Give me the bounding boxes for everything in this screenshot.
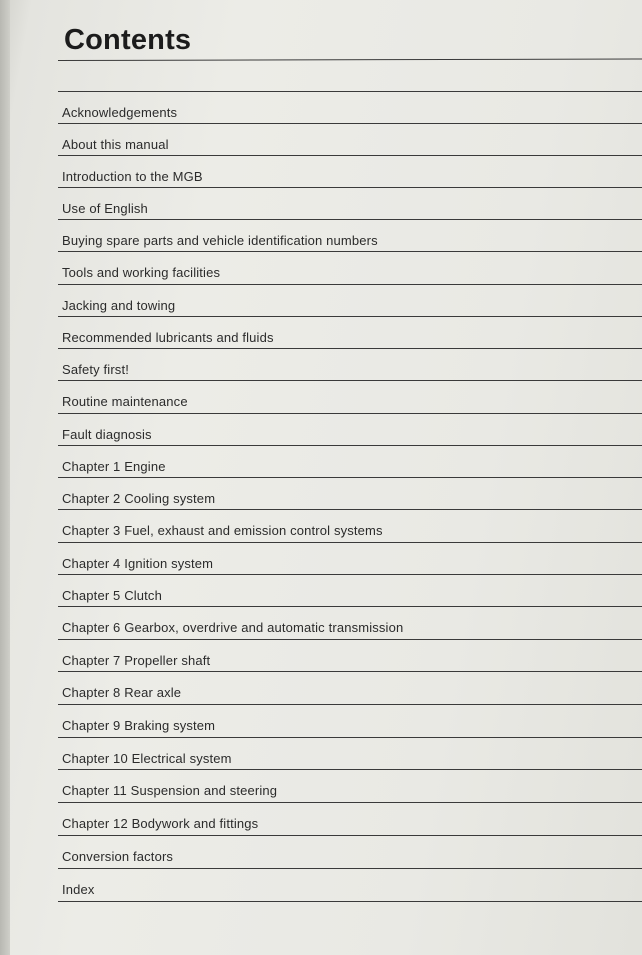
toc-item-label: Tools and working facilities [62, 265, 221, 280]
toc-item-label: Chapter 7 Propeller shaft [62, 653, 211, 668]
toc-item-label: Use of English [62, 201, 148, 216]
toc-item-use-of-english [58, 187, 642, 219]
toc-item-introduction [58, 155, 642, 187]
toc-item-label: Chapter 4 Ignition system [62, 556, 214, 571]
toc-item-chapter-9 [58, 704, 642, 736]
toc-item-chapter-1 [58, 445, 642, 477]
toc-item-label: Conversion factors [62, 849, 174, 864]
toc-item-tools [58, 251, 642, 283]
toc-item-label: Safety first! [62, 362, 129, 377]
toc-item-chapter-11 [58, 769, 642, 801]
toc-item-chapter-5 [58, 574, 642, 606]
toc-item-label: Fault diagnosis [62, 427, 152, 442]
toc-item-routine-maintenance [58, 380, 642, 412]
toc-item-chapter-10 [58, 737, 642, 769]
toc-item-label: Buying spare parts and vehicle identification numbers [62, 233, 378, 248]
toc-item-chapter-4 [58, 542, 642, 574]
toc-item-label: Introduction to the MGB [62, 169, 203, 184]
toc-item-label: Acknowledgements [62, 105, 178, 120]
toc-item-label: Chapter 9 Braking system [62, 718, 216, 733]
toc-item-label: Chapter 5 Clutch [62, 588, 162, 603]
toc-item-index [58, 868, 642, 900]
toc-item-lubricants [58, 316, 642, 348]
toc-item-acknowledgements [58, 91, 642, 123]
page-title: Contents [64, 24, 192, 56]
toc-item-label: Chapter 11 Suspension and steering [62, 783, 278, 798]
toc-item-about-this-manual [58, 123, 642, 155]
toc-item-chapter-3 [58, 509, 642, 541]
toc-item-label: Chapter 10 Electrical system [62, 751, 232, 766]
toc-item-chapter-8 [58, 671, 642, 703]
toc-item-fault-diagnosis [58, 413, 642, 445]
toc-item-safety-first [58, 348, 642, 380]
final-rule [58, 901, 642, 902]
toc-item-label: Chapter 8 Rear axle [62, 685, 182, 700]
toc-item-label: Jacking and towing [62, 298, 176, 313]
toc-item-label: Chapter 1 Engine [62, 459, 166, 474]
toc-item-buying-spare-parts [58, 219, 642, 251]
toc-item-chapter-7 [58, 639, 642, 671]
toc-item-label: Chapter 12 Bodywork and fittings [62, 816, 259, 831]
toc-item-label: Recommended lubricants and fluids [62, 330, 274, 345]
toc-item-jacking-towing [58, 284, 642, 316]
toc-item-chapter-12 [58, 802, 642, 834]
toc-item-label: Chapter 2 Cooling system [62, 491, 216, 506]
toc-item-label: About this manual [62, 137, 169, 152]
toc-item-label: Chapter 6 Gearbox, overdrive and automatic transmission [62, 620, 404, 635]
toc-item-label: Routine maintenance [62, 394, 188, 409]
toc-item-chapter-2 [58, 477, 642, 509]
toc-item-label: Index [62, 882, 95, 897]
toc-item-label: Chapter 3 Fuel, exhaust and emission control systems [62, 523, 383, 538]
toc-item-conversion-factors [58, 835, 642, 867]
toc-item-chapter-6 [58, 606, 642, 638]
